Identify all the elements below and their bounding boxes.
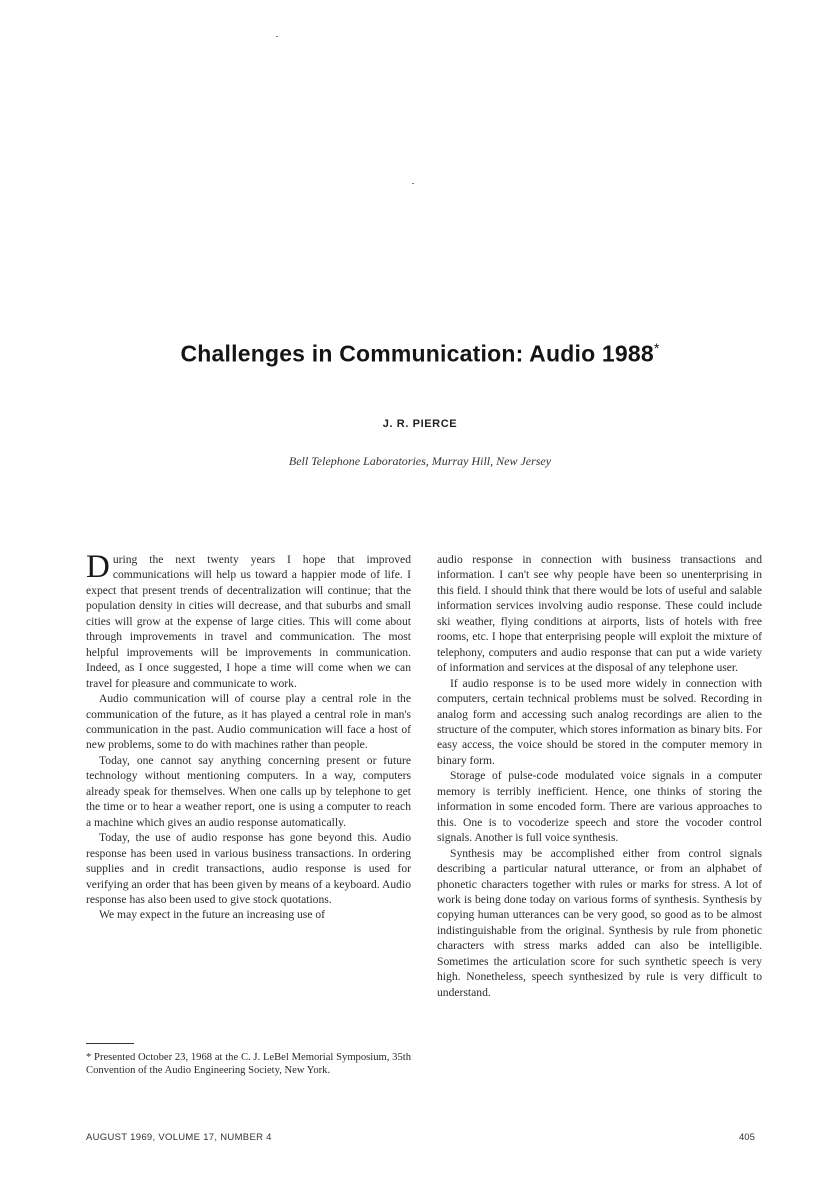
paragraph: Today, one cannot say anything concerning present or future technology without mentioning computers. In a way, computers already speak for themselves. When one calls up by telephone to get the time or to hear a weather report, one is using a computer to reach a machine which gives an audio response automatically. (86, 753, 411, 829)
footnote-rule (86, 1043, 134, 1044)
author-name: J. R. PIERCE (382, 418, 458, 430)
article-title (0, 340, 840, 368)
paragraph: Today, the use of audio response has gone beyond this. Audio response has been used in various business transactions. In ordering supplies and in credit transactions, audio response is used for verifying an order that has been given by means of a keyboard. Audio response has also been used to give stock quotations. (86, 831, 411, 906)
left-column (86, 549, 411, 923)
paragraph-text: uring the next twenty years I hope that improved communications will help us toward a happier mode of life. I expect that present trends of decentralization will continue; that the population density in cities will decrease, and that suburbs and small cities will grow at the expense of large cities. This will come about through improvements in travel and communication. The most helpful improvements will be improvements in communication. Indeed, as I once suggested, I hope a time will come when we can travel for pleasure and communicate to work. (86, 553, 411, 690)
footnote: * Presented October 23, 1968 at the C. J. LeBel Memorial Symposium, 35th Convention of the Audio Engineering Society, New York. (86, 1052, 411, 1076)
paragraph: Storage of pulse-code modulated voice signals in a computer memory is terribly inefficient. Hence, one thinks of storing the information in some encoded form. There are various approaches to this. One is to vocoderize speech and store the vocoder control signals. Another is full voice synthesis. (437, 769, 762, 845)
paragraph: Synthesis may be accomplished either from control signals describing a particular natural utterance, or from an alphabet of phonetic characters together with rules or marks for stress. A lot of work is being done today on various forms of synthesis. Synthesis by copying human utterances can be very good, so good as to be almost indistinguishable from the original. Synthesis by rule from phonetic characters with stress marks added can also be intelligible. Sometimes the articulation score for such synthetic speech is very high. Nonetheless, speech synthesized by rule is very difficult to understand. (437, 846, 762, 999)
paragraph: If audio response is to be used more widely in connection with computers, certain technical problems must be solved. Recording in analog form and accessing such analog recordings are alien to the structure of the computer, which stores information as binary bits. For easy access, the voice should be stored in the computer memory in binary form. (437, 676, 762, 767)
paragraph: We may expect in the future an increasing use of (99, 908, 326, 922)
paragraph: Audio communication will of course play a central role in the communication of the future, as it has played a central role in man's communication in the past. Audio communication will face a host of new problems, some to do with machines rather than people. (86, 692, 411, 752)
scan-speck (276, 36, 278, 37)
scan-speck (412, 183, 414, 184)
paragraph: audio response in connection with business transactions and information. I can't see why people have been so unenterprising in this field. I should think that there would be lots of useful and salable information services involving audio response. These could include ski weather, flying conditions at airports, lists of hotels with free rooms, etc. I hope that enterprising people will exploit the mixture of telephony, computers and audio response that can put a wide variety of information and services at the disposal of any telephone user. (437, 553, 762, 675)
author-affiliation: Bell Telephone Laboratories, Murray Hill, New Jersey (288, 454, 552, 468)
paragraph (86, 549, 411, 691)
article-title-text: Challenges in Communication: Audio 1988 (180, 340, 654, 367)
drop-cap: D (86, 549, 110, 585)
right-column (437, 552, 762, 1000)
journal-info: AUGUST 1969, VOLUME 17, NUMBER 4 (86, 1132, 272, 1143)
page-number: 405 (739, 1132, 755, 1143)
title-footnote-mark: * (653, 340, 660, 356)
